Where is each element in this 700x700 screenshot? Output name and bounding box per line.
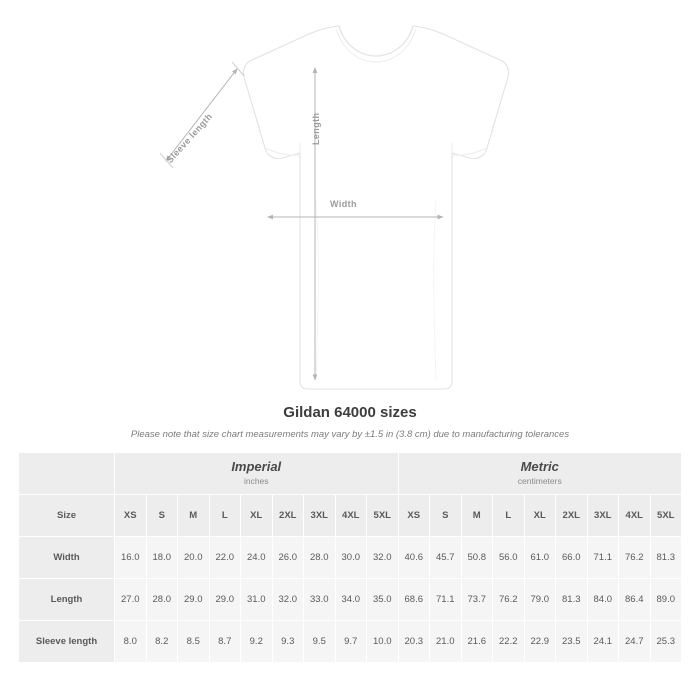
cell: 23.5 [556,621,588,663]
cell: 40.6 [398,537,430,579]
cell: 30.0 [335,537,367,579]
cell: 29.0 [209,579,241,621]
unit-system-label: Metric [520,458,559,474]
cell: 32.0 [367,537,399,579]
size-col-l-metric: L [493,495,525,537]
cell: 76.2 [493,579,525,621]
cell: 26.0 [272,537,304,579]
size-table [18,452,682,663]
row-label-length: Length [19,579,115,621]
cell: 56.0 [493,537,525,579]
corner-cell [19,453,115,495]
size-header-cell: Size [19,495,115,537]
cell: 79.0 [524,579,556,621]
cell: 68.6 [398,579,430,621]
tshirt-shape [243,26,508,389]
cell: 27.0 [115,579,147,621]
cell: 76.2 [619,537,651,579]
cell: 24.7 [619,621,651,663]
cell: 9.5 [304,621,336,663]
unit-group-metric [398,453,682,495]
cell: 31.0 [241,579,273,621]
row-label-sleeve-length: Sleeve length [19,621,115,663]
cell: 71.1 [587,537,619,579]
length-label: Length [311,112,321,145]
cell: 61.0 [524,537,556,579]
row-label-width: Width [19,537,115,579]
size-col-m-imperial: M [178,495,210,537]
cell: 28.0 [146,579,178,621]
table-row [19,537,682,579]
unit-system-label: Imperial [231,458,282,474]
size-col-l-imperial: L [209,495,241,537]
cell: 35.0 [367,579,399,621]
cell: 18.0 [146,537,178,579]
cell: 84.0 [587,579,619,621]
unit-group-imperial [115,453,399,495]
cell: 86.4 [619,579,651,621]
page-title: Gildan 64000 sizes [283,404,417,421]
cell: 24.0 [241,537,273,579]
cell: 21.0 [430,621,462,663]
size-col-s-metric: S [430,495,462,537]
cell: 8.2 [146,621,178,663]
cell: 8.5 [178,621,210,663]
cell: 20.3 [398,621,430,663]
cell: 34.0 [335,579,367,621]
cell: 66.0 [556,537,588,579]
table-row [19,579,682,621]
cell: 8.0 [115,621,147,663]
size-col-2xl-metric: 2XL [556,495,588,537]
size-col-xl-imperial: XL [241,495,273,537]
table-row [19,621,682,663]
size-col-4xl-metric: 4XL [619,495,651,537]
cell: 9.7 [335,621,367,663]
cell: 9.3 [272,621,304,663]
width-label: Width [330,199,357,209]
table-size-header-row [19,495,682,537]
cell: 81.3 [650,537,682,579]
cell: 29.0 [178,579,210,621]
cell: 81.3 [556,579,588,621]
cell: 73.7 [461,579,493,621]
size-col-m-metric: M [461,495,493,537]
sleeve-length-label: Sleeve length [164,111,215,165]
size-col-5xl-imperial: 5XL [367,495,399,537]
cell: 24.1 [587,621,619,663]
cell: 10.0 [367,621,399,663]
cell: 20.0 [178,537,210,579]
size-col-3xl-imperial: 3XL [304,495,336,537]
table-unit-header-row [19,453,682,495]
cell: 71.1 [430,579,462,621]
cell: 9.2 [241,621,273,663]
size-col-xs-metric: XS [398,495,430,537]
size-col-2xl-imperial: 2XL [272,495,304,537]
cell: 8.7 [209,621,241,663]
cell: 33.0 [304,579,336,621]
title-block [0,404,700,440]
unit-unit-label: inches [243,475,269,486]
measurement-note: Please note that size chart measurements may vary by ±1.5 in (3.8 cm) due to manufacturing tolerances [130,429,570,440]
cell: 25.3 [650,621,682,663]
cell: 22.9 [524,621,556,663]
cell: 89.0 [650,579,682,621]
size-col-xs-imperial: XS [115,495,147,537]
cell: 50.8 [461,537,493,579]
unit-unit-label: centimeters [517,475,562,486]
cell: 32.0 [272,579,304,621]
size-table-wrap [0,452,700,663]
size-col-s-imperial: S [146,495,178,537]
size-col-xl-metric: XL [524,495,556,537]
cell: 22.2 [493,621,525,663]
size-col-5xl-metric: 5XL [650,495,682,537]
size-col-3xl-metric: 3XL [587,495,619,537]
cell: 16.0 [115,537,147,579]
cell: 28.0 [304,537,336,579]
size-col-4xl-imperial: 4XL [335,495,367,537]
cell: 45.7 [430,537,462,579]
cell: 21.6 [461,621,493,663]
cell: 22.0 [209,537,241,579]
